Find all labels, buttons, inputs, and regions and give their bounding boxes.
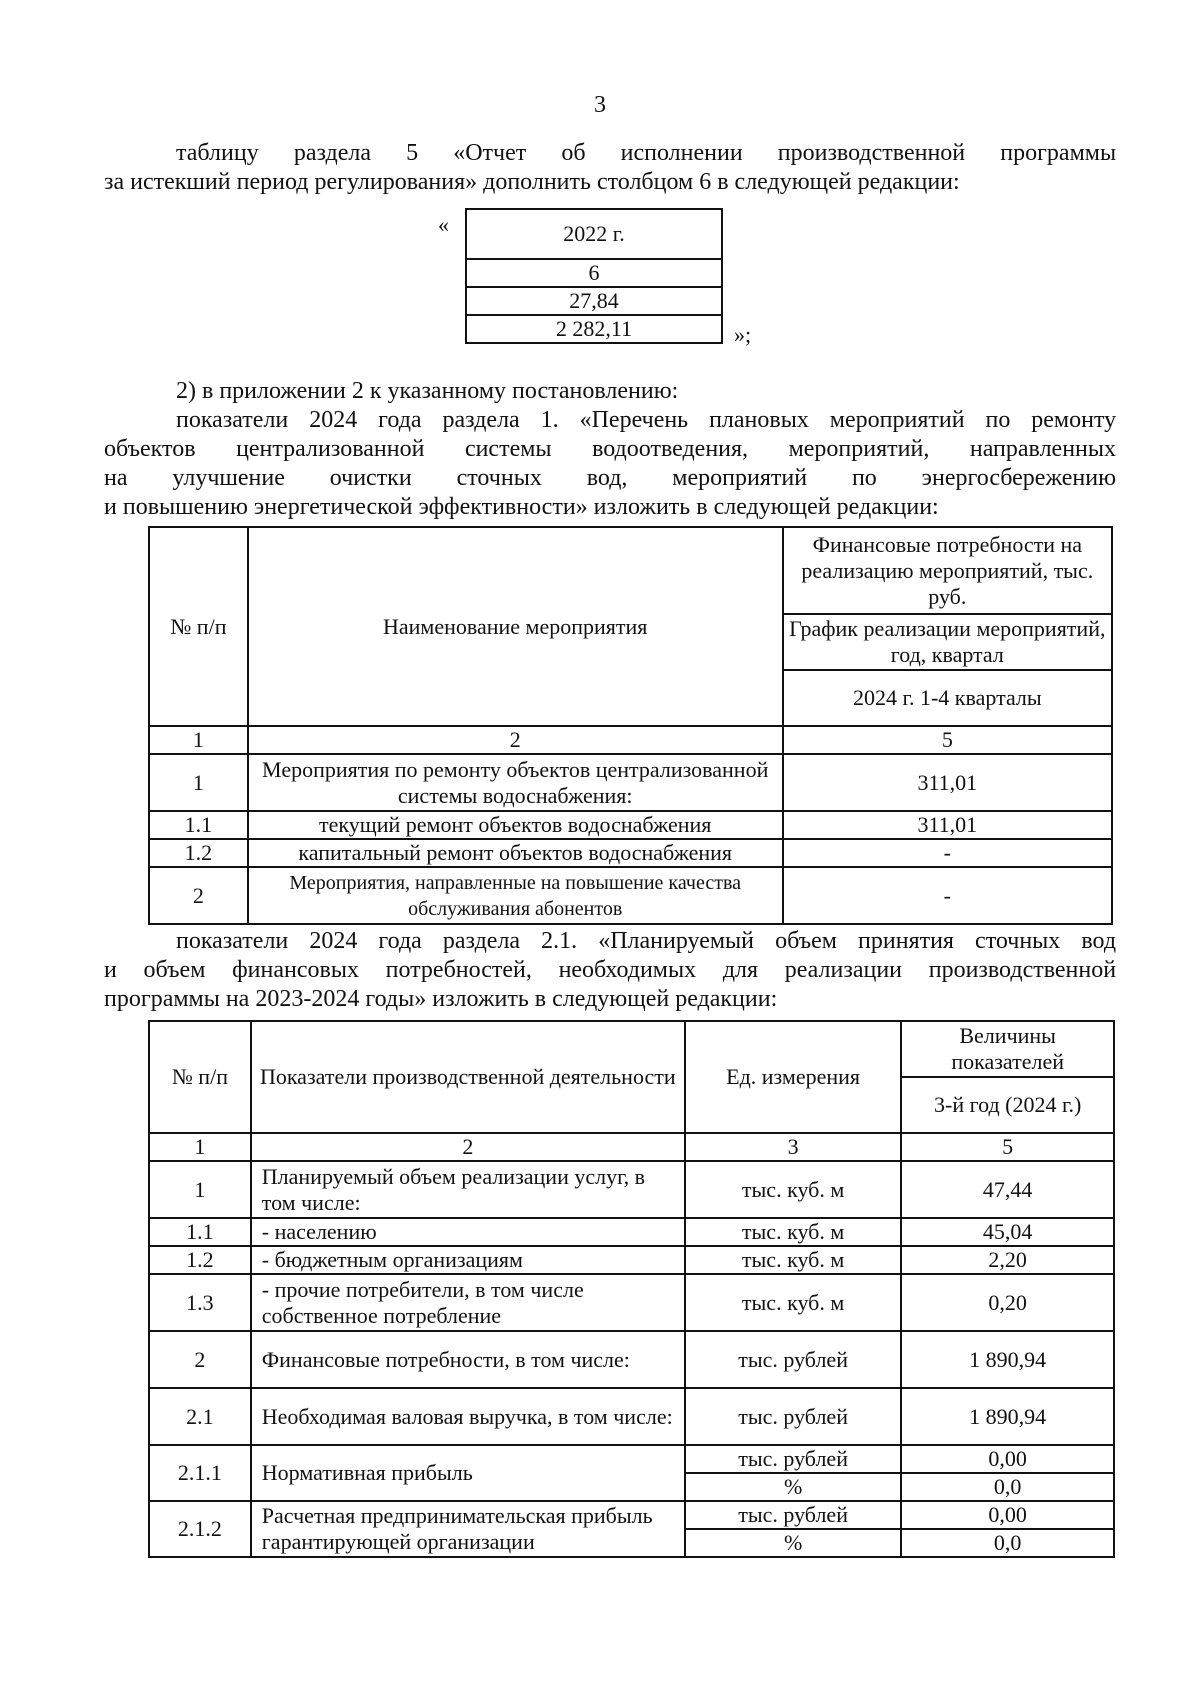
row-value: 0,00 bbox=[901, 1501, 1114, 1529]
row-num: 2 bbox=[149, 867, 248, 924]
row-value: 45,04 bbox=[901, 1218, 1114, 1246]
row-unit: тыс. куб. м bbox=[685, 1246, 902, 1274]
word: 2.1. bbox=[541, 928, 578, 954]
row-value: 2,20 bbox=[901, 1246, 1114, 1274]
intro-line-1 bbox=[104, 139, 1116, 168]
row-name: Мероприятия по ремонту объектов централизованной системы водоснабжения: bbox=[248, 754, 783, 811]
word: сточных bbox=[456, 465, 542, 491]
header-num: № п/п bbox=[149, 1021, 251, 1133]
row-num: 1.3 bbox=[149, 1274, 251, 1331]
col-number: 5 bbox=[783, 726, 1112, 754]
word: мероприятий bbox=[829, 407, 965, 433]
word: улучшение bbox=[172, 465, 285, 491]
word: необходимых bbox=[558, 957, 697, 983]
row-name: текущий ремонт объектов водоснабжения bbox=[248, 811, 783, 839]
table-row bbox=[149, 839, 1112, 867]
table-row bbox=[149, 1388, 1114, 1445]
small-table-header: 2022 г. bbox=[466, 209, 722, 259]
row-unit: тыс. рублей bbox=[685, 1445, 902, 1473]
word: принятия bbox=[858, 928, 954, 954]
word: плановых bbox=[709, 407, 809, 433]
word: мероприятий, bbox=[788, 436, 930, 462]
word: для bbox=[722, 957, 759, 983]
col-number: 2 bbox=[251, 1133, 685, 1161]
word: производственной bbox=[777, 140, 966, 166]
intro-line-2: за истекший период регулирования» дополнить столбцом 6 в следующей редакции: bbox=[104, 169, 960, 195]
row-value: 311,01 bbox=[783, 754, 1112, 811]
word: по bbox=[985, 407, 1011, 433]
word: 2024 bbox=[309, 407, 358, 433]
word: сточных bbox=[975, 928, 1061, 954]
col-number: 3 bbox=[685, 1133, 902, 1161]
word: 5 bbox=[406, 140, 419, 166]
col-number: 2 bbox=[248, 726, 783, 754]
row-name: Финансовые потребности, в том числе: bbox=[251, 1331, 685, 1388]
header-year: 3-й год (2024 г.) bbox=[901, 1077, 1114, 1133]
row-value: 0,20 bbox=[901, 1274, 1114, 1331]
row-unit: тыс. куб. м bbox=[685, 1274, 902, 1331]
col-number: 1 bbox=[149, 1133, 251, 1161]
item2-line-2 bbox=[104, 435, 1116, 464]
word: водоотведения, bbox=[592, 436, 749, 462]
header-values: Величины показателей bbox=[901, 1021, 1114, 1077]
row-name: Расчетная предпринимательская прибыль гарантирующей организации bbox=[251, 1501, 685, 1557]
table-row bbox=[149, 1218, 1114, 1246]
row-num: 1.1 bbox=[149, 1218, 251, 1246]
small-table-cell: 2 282,11 bbox=[466, 315, 722, 343]
item2-line-1 bbox=[104, 406, 1116, 435]
row-num: 1 bbox=[149, 754, 248, 811]
word: показатели bbox=[176, 407, 289, 433]
small-table-cell: 27,84 bbox=[466, 287, 722, 315]
para2-line-1 bbox=[104, 927, 1116, 956]
row-name: Мероприятия, направленные на повышение качества обслуживания абонентов bbox=[248, 867, 783, 924]
section-2-1-paragraph bbox=[104, 927, 1116, 1014]
row-name: Нормативная прибыль bbox=[251, 1445, 685, 1501]
row-unit: тыс. куб. м bbox=[685, 1161, 902, 1218]
word: финансовых bbox=[232, 957, 359, 983]
para2-line-3: программы на 2023-2024 годы» изложить в следующей редакции: bbox=[104, 986, 778, 1012]
word: года bbox=[378, 928, 422, 954]
row-num: 1 bbox=[149, 1161, 251, 1218]
row-name: капитальный ремонт объектов водоснабжения bbox=[248, 839, 783, 867]
intro-paragraph bbox=[104, 139, 1116, 197]
word: раздела bbox=[293, 140, 372, 166]
row-name: - прочие потребители, в том числе собственное потребление bbox=[251, 1274, 685, 1331]
row-value: - bbox=[783, 839, 1112, 867]
table-row bbox=[149, 867, 1112, 924]
word: потребностей, bbox=[385, 957, 532, 983]
word: объем bbox=[775, 928, 837, 954]
row-num: 2.1.1 bbox=[149, 1445, 251, 1501]
word: вод bbox=[1081, 928, 1117, 954]
item2-line-4: и повышению энергетической эффективности» изложить в следующей редакции: bbox=[104, 494, 939, 520]
close-quote: »; bbox=[734, 322, 752, 347]
row-unit: % bbox=[685, 1473, 902, 1501]
table-row bbox=[149, 1274, 1114, 1331]
row-unit: тыс. рублей bbox=[685, 1388, 902, 1445]
small-table-cell: 6 bbox=[466, 259, 722, 287]
word: «Перечень bbox=[579, 407, 689, 433]
row-unit: тыс. рублей bbox=[685, 1331, 902, 1388]
word: объектов bbox=[104, 436, 196, 462]
row-num: 1.2 bbox=[149, 1246, 251, 1274]
word: реализации bbox=[784, 957, 903, 983]
row-value: 0,00 bbox=[901, 1445, 1114, 1473]
word: и bbox=[104, 957, 117, 983]
row-unit: % bbox=[685, 1529, 902, 1557]
item2-line-3 bbox=[104, 464, 1116, 493]
word: таблицу bbox=[176, 140, 259, 166]
header-indicator: Показатели производственной деятельности bbox=[251, 1021, 685, 1133]
open-quote: « bbox=[438, 212, 449, 237]
word: мероприятий bbox=[672, 465, 808, 491]
word: направленных bbox=[969, 436, 1117, 462]
word: показатели bbox=[176, 928, 289, 954]
word: 2024 bbox=[309, 928, 358, 954]
word: «Планируемый bbox=[598, 928, 755, 954]
table-row bbox=[149, 811, 1112, 839]
word: централизованной bbox=[236, 436, 425, 462]
row-value: 1 890,94 bbox=[901, 1331, 1114, 1388]
word: раздела bbox=[442, 928, 521, 954]
word: ремонту bbox=[1031, 407, 1117, 433]
item2-paragraph bbox=[104, 377, 1116, 522]
table-indicators bbox=[148, 1020, 1115, 1558]
word: «Отчет bbox=[453, 140, 527, 166]
word: производственной bbox=[928, 957, 1117, 983]
word: программы bbox=[1000, 140, 1117, 166]
header-period: 2024 г. 1-4 кварталы bbox=[783, 670, 1112, 726]
row-name: - бюджетным организациям bbox=[251, 1246, 685, 1274]
table-row bbox=[149, 754, 1112, 811]
header-name: Наименование мероприятия bbox=[248, 527, 783, 726]
table-row bbox=[149, 1161, 1114, 1218]
word: года bbox=[378, 407, 422, 433]
row-name: - населению bbox=[251, 1218, 685, 1246]
row-name: Необходимая валовая выручка, в том числе: bbox=[251, 1388, 685, 1445]
item2-heading: 2) в приложении 2 к указанному постановлению: bbox=[176, 378, 679, 404]
word: об bbox=[561, 140, 586, 166]
row-num: 1.1 bbox=[149, 811, 248, 839]
page-number: 3 bbox=[594, 92, 606, 118]
row-value: 0,0 bbox=[901, 1473, 1114, 1501]
table-row bbox=[149, 1501, 1114, 1529]
word: очистки bbox=[329, 465, 412, 491]
word: по bbox=[851, 465, 877, 491]
row-value: 311,01 bbox=[783, 811, 1112, 839]
row-value: 0,0 bbox=[901, 1529, 1114, 1557]
header-unit: Ед. измерения bbox=[685, 1021, 902, 1133]
word: 1. bbox=[540, 407, 559, 433]
word: объем bbox=[143, 957, 206, 983]
header-finance: Финансовые потребности на реализацию мероприятий, тыс. руб. bbox=[783, 527, 1112, 614]
header-schedule: График реализации мероприятий, год, квартал bbox=[783, 614, 1112, 670]
word: раздела bbox=[442, 407, 520, 433]
row-unit: тыс. рублей bbox=[685, 1501, 902, 1529]
word: энергосбережению bbox=[921, 465, 1116, 491]
row-value: 47,44 bbox=[901, 1161, 1114, 1218]
row-unit: тыс. куб. м bbox=[685, 1218, 902, 1246]
row-value: - bbox=[783, 867, 1112, 924]
row-value: 1 890,94 bbox=[901, 1388, 1114, 1445]
row-num: 2.1.2 bbox=[149, 1501, 251, 1557]
word: вод, bbox=[586, 465, 628, 491]
row-num: 1.2 bbox=[149, 839, 248, 867]
col-number: 1 bbox=[149, 726, 248, 754]
table-row bbox=[149, 1331, 1114, 1388]
row-num: 2.1 bbox=[149, 1388, 251, 1445]
table-row bbox=[149, 1445, 1114, 1473]
table-measures bbox=[148, 526, 1113, 925]
word: системы bbox=[464, 436, 552, 462]
col-number: 5 bbox=[901, 1133, 1114, 1161]
para2-line-2 bbox=[104, 956, 1116, 985]
small-table bbox=[465, 208, 723, 344]
table-row bbox=[149, 1246, 1114, 1274]
header-num: № п/п bbox=[149, 527, 248, 726]
row-num: 2 bbox=[149, 1331, 251, 1388]
word: исполнении bbox=[620, 140, 743, 166]
row-name: Планируемый объем реализации услуг, в том числе: bbox=[251, 1161, 685, 1218]
word: на bbox=[104, 465, 128, 491]
